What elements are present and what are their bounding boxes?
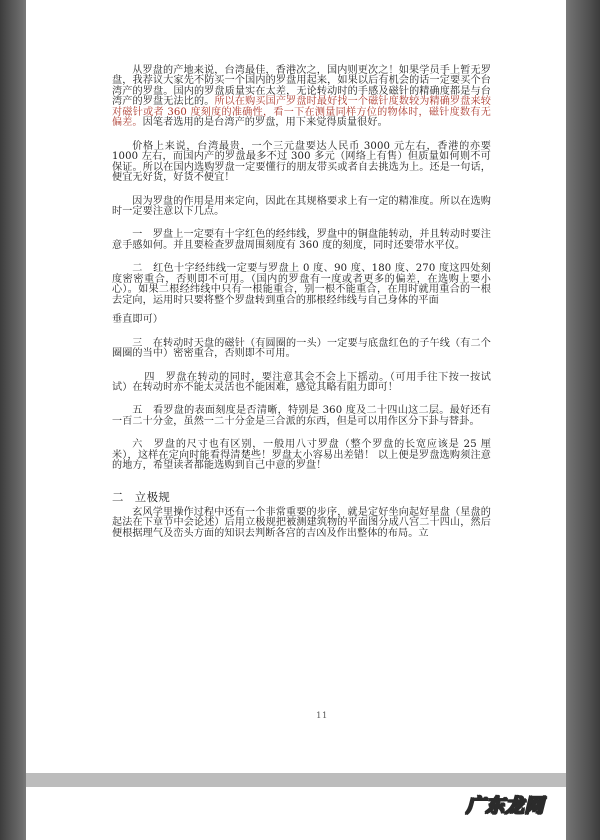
paragraph-origin-lead: 从罗盘的产地来说，台湾最佳，香港次之，国内则更次之！如果学员手上暂无罗盘，我荐议大家先不防买一个国内的罗盘用起来，如果以后有机会的话一定要买个台湾产的罗盘。国内的罗盘质量实在太差，无论转动时的手感及磁针的精确度都是与台湾产的罗盘无法比的。 [112,65,491,108]
page-number: 11 [316,710,328,720]
section-heading-number: 二 [112,489,124,504]
paragraph-origin-highlight: 所以在购买国产罗盘时最好找一个磁针度数较为精确罗盘来较对磁针或者 360 度刻度的准确性，看一下在测量同样方位的物体时，磁针度数有无偏差。 [112,96,491,129]
section-heading-title: 立极规 [134,489,171,504]
paragraph-accuracy-intro: 因为罗盘的作用是用来定向，因此在其规格要求上有一定的精准度。所以在选购时一定要注意以下几点。 [112,195,491,217]
viewer-left-gutter [0,0,26,840]
list-item-five: 五 看罗盘的表面刻度是否清晰，特别是 360 度及二十四山这二层。最好还有一百二十分金，虽然一二十分金是三合派的东西，但是可以用作区分下卦与替卦。 [112,405,491,427]
paragraph-origin-tail: 因笔者选用的是台湾产的罗盘，用下来觉得质量很好。 [142,117,388,129]
section-heading [112,490,491,504]
scanned-page [26,0,566,773]
page-text-column [112,66,491,539]
site-watermark: 广东龙网 [466,795,545,817]
section-paragraph: 玄风学里操作过程中还有一个非常重要的步序，就是定好坐向起好星盘（星盘的起法在下章节中会论述）后用立极规把被测建筑物的平面图分成八宫二十四山，然后便根据理气及峦头方面的知识去判断各宫的吉凶及作出整体的布局。立 [112,506,491,539]
list-item-six: 六 罗盘的尺寸也有区别，一般用八寸罗盘（整个罗盘的长宽应该是 25 厘米），这样在定向时能看得清楚些！罗盘太小容易出差错！ 以上便是罗盘选购须注意的地方，希望读者都能选购到自己中意的罗盘！ [112,439,491,472]
list-item-four: 四 罗盘在转动的同时，要注意其会不会上下摇动。（可用手往下按一按试试）在转动时亦不能太灵活也不能困难，感觉其略有阻力即可！ [112,371,491,393]
list-item-three: 三 在转动时天盘的磁针（有圆圈的一头）一定要与底盘红色的子午线（有二个圈圈的当中）密密重合，否则即不可用。 [112,337,491,360]
section-gap [112,481,491,490]
list-item-one: 一 罗盘上一定要有十字红色的经纬线，罗盘中的铜盘能转动，并且转动时要注意手感如何。并且要检查罗盘周围刻度有 360 度的刻度，同时还要带水平仪。 [112,229,491,251]
list-item-two: 二 红色十字经纬线一定要与罗盘上 0 度、90 度、180 度、270 度这四处刻度密密重合，否则即不可用。（国内的罗盘有一度或者更多的偏差，在选购上要小心）。如果二根经纬线中只有一根能重合，别一根不能重合，在用时就用重合的一根去定向，运用时只要将整个罗盘转到重合的那根经纬线与自己身体的平面 [112,263,491,306]
paragraph-price: 价格上来说，台湾最贵，一个三元盘要达人民币 3000 元左右，香港的亦要 1000 左右，而国内产的罗盘最多不过 300 多元（网络上有售）但质量如何则不可保证。所以在国内选购罗盘一定要懂行的朋友带买或者自去挑选为上。还是一句话，便宜无好货，好货不便宜！ [112,140,491,184]
paragraph-origin [112,66,491,129]
list-item-two-continuation: 垂直即可） [112,314,164,326]
